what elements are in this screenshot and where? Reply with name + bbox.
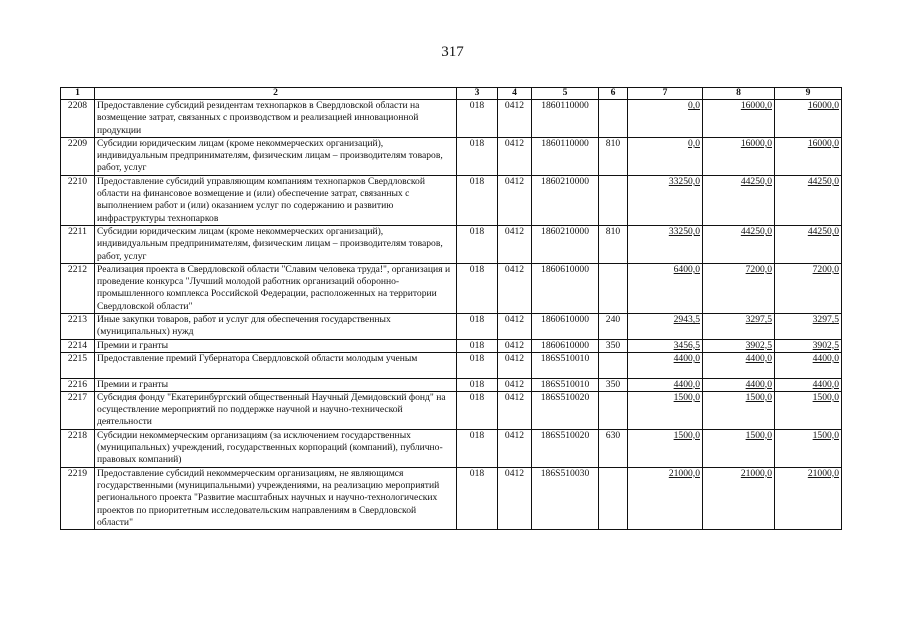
amount-col8 — [703, 429, 775, 467]
target-code: 186S510010 — [532, 352, 599, 378]
row-name: Реализация проекта в Свердловской области "Славим человека труда!", организация и проведение конкурса "Лучший молодой работник организаций оборонно-промышленного комплекса Российской Федерации, расположенных на территории Свердловской области" — [95, 263, 457, 313]
section-code: 0412 — [498, 339, 532, 352]
amount-col8 — [703, 391, 775, 429]
expense-type-code: 350 — [599, 378, 628, 391]
target-code: 186S510020 — [532, 391, 599, 429]
expense-type-code: 630 — [599, 429, 628, 467]
amount-col9 — [775, 263, 842, 313]
target-code: 1860210000 — [532, 175, 599, 225]
row-number: 2211 — [61, 225, 95, 263]
amount-col9 — [775, 137, 842, 175]
ministry-code: 018 — [457, 352, 498, 378]
row-number: 2210 — [61, 175, 95, 225]
amount-col8-value: 44250,0 — [740, 225, 772, 237]
page-number: 317 — [441, 44, 464, 60]
row-name: Иные закупки товаров, работ и услуг для обеспечения государственных (муниципальных) нужд — [95, 314, 457, 340]
amount-col7 — [628, 391, 703, 429]
amount-col7-value: 3456,5 — [673, 339, 700, 351]
expense-type-code — [599, 263, 628, 313]
row-name: Предоставление премий Губернатора Свердловской области молодым ученым — [95, 352, 457, 378]
row-name: Премии и гранты — [95, 339, 457, 352]
table-row — [61, 467, 842, 530]
target-code: 186S510020 — [532, 429, 599, 467]
amount-col9 — [775, 314, 842, 340]
table-row — [61, 339, 842, 352]
amount-col8 — [703, 175, 775, 225]
amount-col8 — [703, 352, 775, 378]
ministry-code: 018 — [457, 429, 498, 467]
target-code: 1860110000 — [532, 137, 599, 175]
amount-col9-value: 3902,5 — [812, 339, 839, 351]
amount-col7-value: 21000,0 — [668, 467, 700, 479]
target-code: 1860210000 — [532, 225, 599, 263]
amount-col7 — [628, 378, 703, 391]
row-name: Премии и гранты — [95, 378, 457, 391]
amount-col8 — [703, 378, 775, 391]
amount-col7-value: 33250,0 — [668, 175, 700, 187]
row-number: 2214 — [61, 339, 95, 352]
amount-col9-value: 16000,0 — [807, 137, 839, 149]
amount-col7 — [628, 339, 703, 352]
section-code: 0412 — [498, 429, 532, 467]
table-row — [61, 137, 842, 175]
amount-col8 — [703, 225, 775, 263]
amount-col7 — [628, 225, 703, 263]
row-number: 2212 — [61, 263, 95, 313]
amount-col8-value: 44250,0 — [740, 175, 772, 187]
section-code: 0412 — [498, 175, 532, 225]
row-name: Предоставление субсидий резидентам технопарков в Свердловской области на возмещение затрат, связанных с производством и реализацией инновационной продукции — [95, 100, 457, 138]
amount-col7 — [628, 175, 703, 225]
section-code: 0412 — [498, 100, 532, 138]
ministry-code: 018 — [457, 391, 498, 429]
amount-col8-value: 4400,0 — [745, 378, 772, 390]
column-header-6: 6 — [599, 88, 628, 100]
amount-col9 — [775, 175, 842, 225]
amount-col9 — [775, 100, 842, 138]
table-row — [61, 175, 842, 225]
amount-col8-value: 4400,0 — [745, 352, 772, 364]
ministry-code: 018 — [457, 100, 498, 138]
amount-col9 — [775, 391, 842, 429]
section-code: 0412 — [498, 225, 532, 263]
ministry-code: 018 — [457, 137, 498, 175]
amount-col8 — [703, 314, 775, 340]
expense-type-code: 810 — [599, 225, 628, 263]
amount-col8 — [703, 137, 775, 175]
section-code: 0412 — [498, 378, 532, 391]
column-header-9: 9 — [775, 88, 842, 100]
amount-col9-value: 3297,5 — [812, 314, 839, 326]
row-number: 2217 — [61, 391, 95, 429]
amount-col7 — [628, 137, 703, 175]
amount-col9-value: 1500,0 — [812, 391, 839, 403]
row-name: Субсидии юридическим лицам (кроме некоммерческих организаций), индивидуальным предпринимателям, физическим лицам – производителям товаров, работ, услуг — [95, 225, 457, 263]
section-code: 0412 — [498, 263, 532, 313]
row-name: Предоставление субсидий управляющим компаниям технопарков Свердловской области на финансовое возмещение и (или) обеспечение затрат, связанных с выполнением работ и (или) оказанием услуг по содержанию и развитию инфраструктуры технопарков — [95, 175, 457, 225]
target-code: 1860110000 — [532, 100, 599, 138]
amount-col8 — [703, 467, 775, 530]
section-code: 0412 — [498, 314, 532, 340]
amount-col7-value: 1500,0 — [673, 429, 700, 441]
amount-col9 — [775, 467, 842, 530]
budget-table — [60, 87, 842, 530]
amount-col7 — [628, 100, 703, 138]
amount-col7 — [628, 429, 703, 467]
amount-col9-value: 4400,0 — [812, 378, 839, 390]
expense-type-code — [599, 467, 628, 530]
table-row — [61, 225, 842, 263]
ministry-code: 018 — [457, 467, 498, 530]
table-row — [61, 378, 842, 391]
amount-col8-value: 7200,0 — [745, 263, 772, 275]
amount-col8-value: 3297,5 — [745, 314, 772, 326]
amount-col8-value: 21000,0 — [740, 467, 772, 479]
row-number: 2218 — [61, 429, 95, 467]
ministry-code: 018 — [457, 339, 498, 352]
header-row — [61, 88, 842, 100]
amount-col8-value: 3902,5 — [745, 339, 772, 351]
row-number: 2208 — [61, 100, 95, 138]
amount-col7 — [628, 263, 703, 313]
table-row — [61, 100, 842, 138]
section-code: 0412 — [498, 137, 532, 175]
row-name: Субсидии некоммерческим организациям (за исключением государственных (муниципальных) учреждений, государственных корпораций (компаний), публично-правовых компаний) — [95, 429, 457, 467]
amount-col7-value: 1500,0 — [673, 391, 700, 403]
row-number: 2213 — [61, 314, 95, 340]
amount-col8 — [703, 339, 775, 352]
amount-col8-value: 1500,0 — [745, 429, 772, 441]
target-code: 186S510010 — [532, 378, 599, 391]
table-body — [61, 100, 842, 530]
expense-type-code — [599, 352, 628, 378]
amount-col7 — [628, 314, 703, 340]
row-number: 2209 — [61, 137, 95, 175]
column-header-2: 2 — [95, 88, 457, 100]
row-number: 2215 — [61, 352, 95, 378]
amount-col9-value: 44250,0 — [807, 175, 839, 187]
amount-col9 — [775, 225, 842, 263]
ministry-code: 018 — [457, 378, 498, 391]
ministry-code: 018 — [457, 225, 498, 263]
amount-col9 — [775, 352, 842, 378]
column-header-7: 7 — [628, 88, 703, 100]
amount-col7-value: 4400,0 — [673, 378, 700, 390]
expense-type-code: 810 — [599, 137, 628, 175]
row-number: 2219 — [61, 467, 95, 530]
section-code: 0412 — [498, 391, 532, 429]
amount-col8 — [703, 263, 775, 313]
ministry-code: 018 — [457, 175, 498, 225]
amount-col7-value: 0,0 — [688, 137, 700, 149]
column-header-4: 4 — [498, 88, 532, 100]
target-code: 1860610000 — [532, 339, 599, 352]
amount-col8-value: 16000,0 — [740, 137, 772, 149]
amount-col7-value: 6400,0 — [673, 263, 700, 275]
amount-col9-value: 44250,0 — [807, 225, 839, 237]
target-code: 1860610000 — [532, 314, 599, 340]
expense-type-code — [599, 100, 628, 138]
amount-col8-value: 1500,0 — [745, 391, 772, 403]
amount-col7 — [628, 352, 703, 378]
expense-type-code: 350 — [599, 339, 628, 352]
table-row — [61, 263, 842, 313]
table-row — [61, 352, 842, 378]
table-row — [61, 314, 842, 340]
amount-col9 — [775, 339, 842, 352]
amount-col8 — [703, 100, 775, 138]
amount-col7-value: 33250,0 — [668, 225, 700, 237]
amount-col9-value: 16000,0 — [807, 100, 839, 111]
row-name: Предоставление субсидий некоммерческим организациям, не являющимся государственными (муниципальными) учреждениями, на реализацию мероприятий регионального проекта "Развитие масштабных научных и научно-технологических проектов по приоритетным исследовательским направлениям в Свердловской области" — [95, 467, 457, 530]
column-header-5: 5 — [532, 88, 599, 100]
target-code: 186S510030 — [532, 467, 599, 530]
table-row — [61, 391, 842, 429]
amount-col9-value: 21000,0 — [807, 467, 839, 479]
section-code: 0412 — [498, 467, 532, 530]
row-number: 2216 — [61, 378, 95, 391]
ministry-code: 018 — [457, 263, 498, 313]
section-code: 0412 — [498, 352, 532, 378]
amount-col9 — [775, 429, 842, 467]
target-code: 1860610000 — [532, 263, 599, 313]
ministry-code: 018 — [457, 314, 498, 340]
expense-type-code — [599, 175, 628, 225]
column-header-1: 1 — [61, 88, 95, 100]
amount-col8-value: 16000,0 — [740, 100, 772, 111]
amount-col9-value: 7200,0 — [812, 263, 839, 275]
amount-col7-value: 2943,5 — [673, 314, 700, 326]
amount-col9-value: 1500,0 — [812, 429, 839, 441]
amount-col7 — [628, 467, 703, 530]
table-row — [61, 429, 842, 467]
amount-col9 — [775, 378, 842, 391]
amount-col9-value: 4400,0 — [812, 352, 839, 364]
column-header-3: 3 — [457, 88, 498, 100]
expense-type-code: 240 — [599, 314, 628, 340]
amount-col7-value: 0,0 — [688, 100, 700, 111]
expense-type-code — [599, 391, 628, 429]
amount-col7-value: 4400,0 — [673, 352, 700, 364]
column-header-8: 8 — [703, 88, 775, 100]
row-name: Субсидия фонду "Екатеринбургский общественный Научный Демидовский фонд" на осуществление мероприятий по поддержке научной и научно-технической деятельности — [95, 391, 457, 429]
row-name: Субсидии юридическим лицам (кроме некоммерческих организаций), индивидуальным предпринимателям, физическим лицам – производителям товаров, работ, услуг — [95, 137, 457, 175]
